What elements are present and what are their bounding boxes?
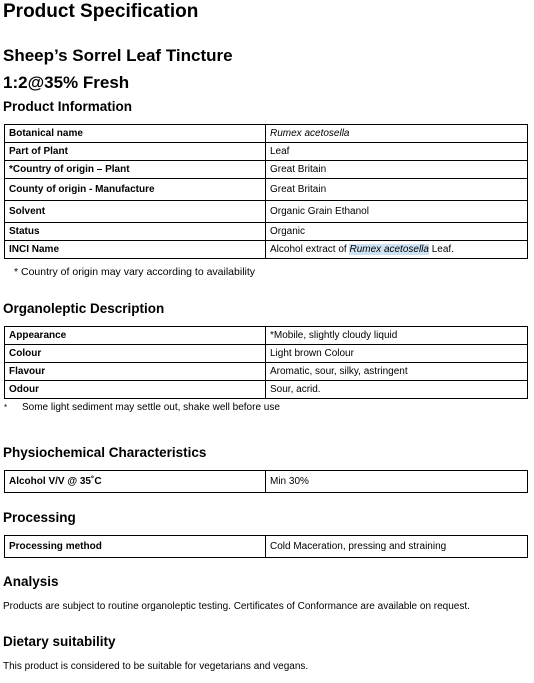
row-value: Sour, acrid. <box>266 381 528 399</box>
row-value: Organic Grain Ethanol <box>266 201 528 223</box>
table-row <box>5 381 528 399</box>
sediment-footnote: Some light sediment may settle out, shake well before use <box>22 402 280 413</box>
organoleptic-table <box>4 326 528 399</box>
table-row <box>5 345 528 363</box>
table-row <box>5 223 528 241</box>
row-value: Cold Maceration, pressing and straining <box>266 536 528 558</box>
physiochemical-heading: Physiochemical Characteristics <box>3 445 207 460</box>
row-value: *Mobile, slightly cloudy liquid <box>266 327 528 345</box>
row-label: Botanical name <box>5 125 266 143</box>
table-row <box>5 201 528 223</box>
row-value <box>266 241 528 259</box>
table-row <box>5 241 528 259</box>
dietary-text: This product is considered to be suitable for vegetarians and vegans. <box>3 661 309 672</box>
dietary-heading: Dietary suitability <box>3 634 116 649</box>
product-information-heading: Product Information <box>3 99 132 114</box>
row-label: Appearance <box>5 327 266 345</box>
origin-footnote: * Country of origin may vary according to availability <box>14 266 256 278</box>
row-label: Flavour <box>5 363 266 381</box>
row-value: Light brown Colour <box>266 345 528 363</box>
processing-heading: Processing <box>3 510 76 525</box>
row-label: Alcohol V/V @ 35˚C <box>5 471 266 493</box>
row-label: *Country of origin – Plant <box>5 161 266 179</box>
physiochemical-table <box>4 470 528 493</box>
table-row <box>5 536 528 558</box>
row-label: Odour <box>5 381 266 399</box>
processing-table <box>4 535 528 558</box>
row-value: Organic <box>266 223 528 241</box>
sediment-footnote-marker: * <box>4 403 8 412</box>
row-label: Colour <box>5 345 266 363</box>
table-row <box>5 161 528 179</box>
table-row <box>5 179 528 201</box>
organoleptic-heading: Organoleptic Description <box>3 301 165 316</box>
row-value: Min 30% <box>266 471 528 493</box>
row-label: Status <box>5 223 266 241</box>
row-value: Rumex acetosella <box>266 125 528 143</box>
document-title: Product Specification <box>3 1 199 22</box>
row-value: Leaf <box>266 143 528 161</box>
table-row <box>5 125 528 143</box>
inci-highlight[interactable]: Rumex acetosella <box>349 244 429 255</box>
table-row <box>5 143 528 161</box>
inci-suffix: Leaf. <box>428 244 454 255</box>
inci-prefix: Alcohol extract of <box>270 244 350 255</box>
table-row <box>5 471 528 493</box>
product-information-table <box>4 124 528 259</box>
table-row <box>5 327 528 345</box>
row-label: INCI Name <box>5 241 266 259</box>
row-label: Solvent <box>5 201 266 223</box>
analysis-heading: Analysis <box>3 574 59 589</box>
product-name: Sheep’s Sorrel Leaf Tincture <box>3 46 233 65</box>
row-label: Part of Plant <box>5 143 266 161</box>
row-label: Processing method <box>5 536 266 558</box>
table-row <box>5 363 528 381</box>
row-value: Aromatic, sour, silky, astringent <box>266 363 528 381</box>
product-ratio: 1:2@35% Fresh <box>3 73 130 92</box>
row-value: Great Britain <box>266 161 528 179</box>
analysis-text: Products are subject to routine organoleptic testing. Certificates of Conformance are available on request. <box>3 601 470 612</box>
row-label: County of origin - Manufacture <box>5 179 266 201</box>
row-value: Great Britain <box>266 179 528 201</box>
